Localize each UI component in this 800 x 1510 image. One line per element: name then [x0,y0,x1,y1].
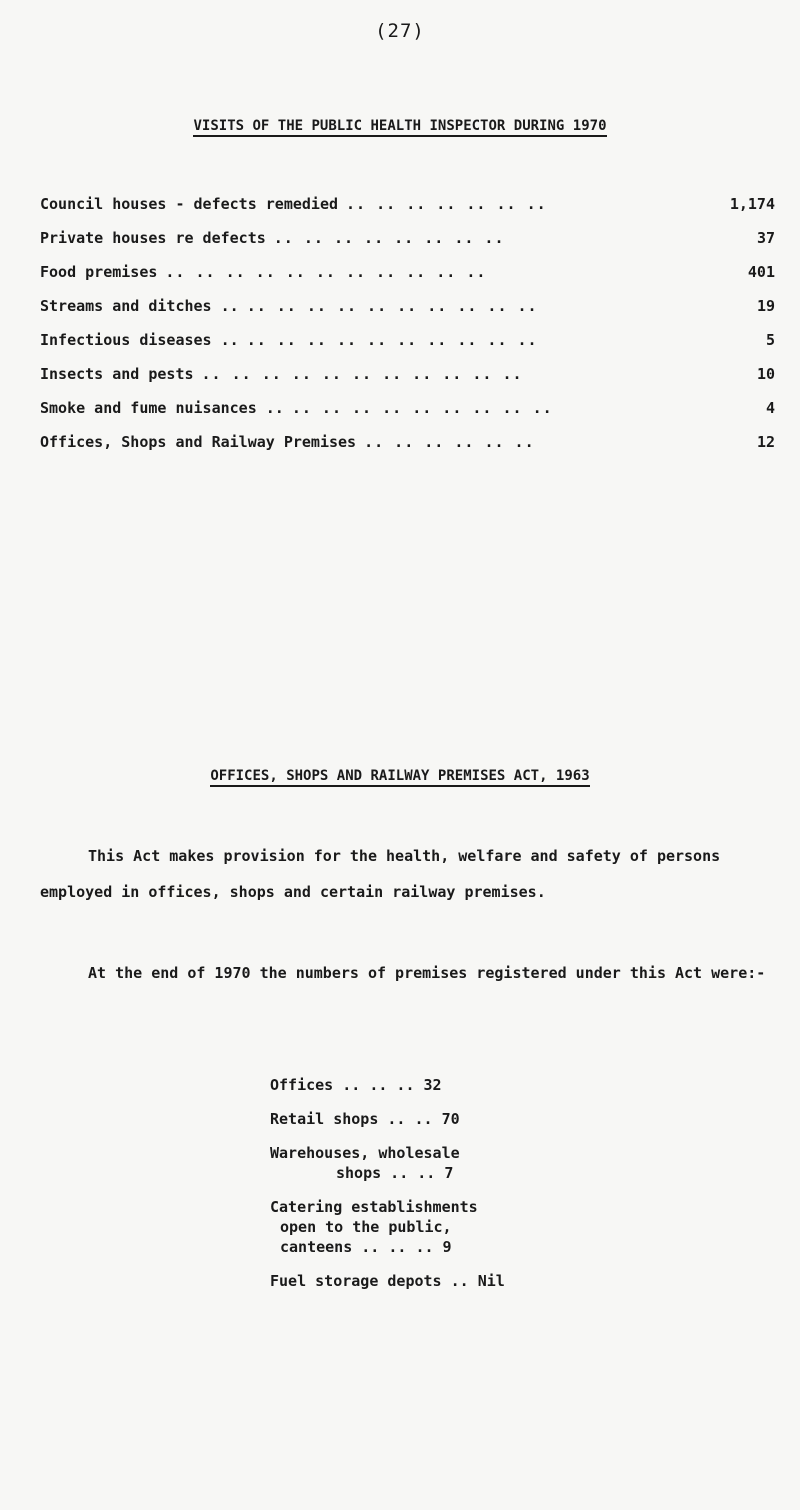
premises-line: Warehouses, wholesale [270,1144,460,1162]
act-description-paragraph [40,838,770,910]
visit-value: 37 [756,229,775,247]
visit-value: 5 [765,331,775,349]
visit-row-offices-shops [40,433,775,467]
act-heading-text: OFFICES, SHOPS AND RAILWAY PREMISES ACT, 1963 [210,768,589,787]
leader-dots: .. .. .. .. .. .. .. .. [273,229,505,247]
visit-value: 1,174 [729,195,775,213]
premises-item-offices [270,1075,600,1095]
premises-line: canteens .. .. .. 9 [280,1238,452,1256]
visit-row-food-premises [40,263,775,297]
leader-dots: .. .. .. .. .. .. .. .. .. .. [246,297,538,315]
page-number: (27) [375,20,425,42]
visit-row-infectious [40,331,775,365]
visit-label: Private houses re defects [40,229,266,247]
visit-label: Smoke and fume nuisances .. [40,399,284,417]
visits-heading-text: VISITS OF THE PUBLIC HEALTH INSPECTOR DURING 1970 [193,118,606,137]
visit-value: 4 [765,399,775,417]
visit-value: 10 [756,365,775,383]
premises-line: shops .. .. 7 [336,1164,454,1182]
leader-dots: .. .. .. .. .. .. .. .. .. [291,399,553,417]
registered-premises-text: At the end of 1970 the numbers of premises registered under this Act were:- [88,964,766,982]
premises-item-catering [270,1197,600,1257]
visit-label: Infectious diseases .. [40,331,239,349]
visit-row-council-houses [40,195,775,229]
visit-row-private-houses [40,229,775,263]
leader-dots: .. .. .. .. .. .. .. [346,195,547,213]
premises-item-fuel [270,1271,600,1291]
visit-row-streams [40,297,775,331]
registered-premises-paragraph [40,955,770,991]
visit-value: 401 [747,263,775,281]
premises-line: Offices .. .. .. 32 [270,1076,442,1094]
visit-label: Streams and ditches .. [40,297,239,315]
visit-label: Offices, Shops and Railway Premises [40,433,357,451]
visit-row-smoke [40,399,775,433]
visits-heading [0,118,800,134]
leader-dots: .. .. .. .. .. .. .. .. .. .. .. [201,365,523,383]
visit-row-insects [40,365,775,399]
visit-value: 12 [756,433,775,451]
visit-value: 19 [756,297,775,315]
leader-dots: .. .. .. .. .. .. [364,433,535,451]
visit-label: Insects and pests [40,365,194,383]
premises-line: Retail shops .. .. 70 [270,1110,460,1128]
premises-line: Fuel storage depots .. Nil [270,1272,505,1290]
visits-table [40,195,775,467]
visit-label: Food premises [40,263,158,281]
premises-line: open to the public, [280,1218,452,1236]
premises-item-retail [270,1109,600,1129]
premises-line: Catering establishments [270,1198,478,1216]
act-description-text: This Act makes provision for the health, welfare and safety of persons employed in offices, shops and certain railway premises. [40,847,721,901]
act-heading [0,768,800,784]
leader-dots: .. .. .. .. .. .. .. .. .. .. [246,331,538,349]
premises-list [270,1075,600,1305]
premises-item-warehouses [270,1143,600,1183]
visit-label: Council houses - defects remedied [40,195,339,213]
leader-dots: .. .. .. .. .. .. .. .. .. .. .. [165,263,487,281]
